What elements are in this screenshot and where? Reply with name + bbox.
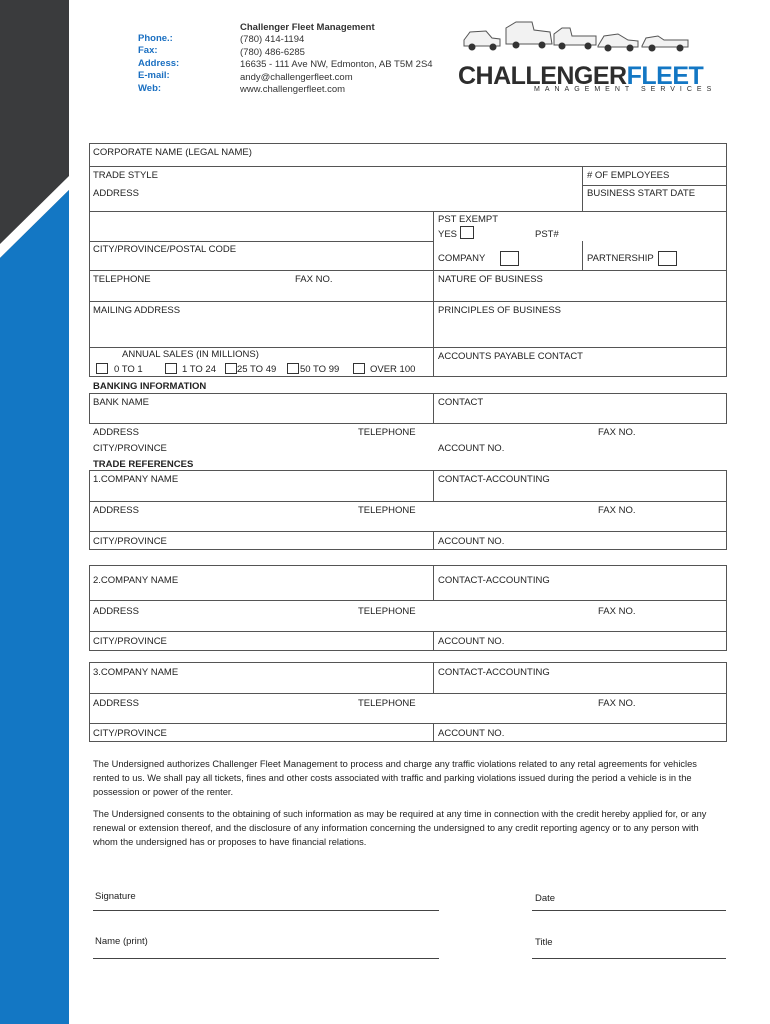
- signature-line[interactable]: [93, 910, 439, 911]
- email-label: E-mail:: [138, 70, 170, 82]
- ref3-telephone-label: TELEPHONE: [358, 698, 416, 709]
- title-line[interactable]: [532, 958, 726, 959]
- phone-label: Phone.:: [138, 33, 173, 44]
- contact-labels: [138, 33, 179, 95]
- ref2-contact-label: CONTACT-ACCOUNTING: [438, 575, 550, 586]
- title-label: Title: [535, 937, 553, 948]
- credit-consent: The Undersigned consents to the obtaining of such information as may be required at any time in connection with the credit hereby applied for, or any renewal or extension thereof, and the disclosure of any information concerning the undersigned to any credit reporting agency or to any person with whom the undersigned has or proposes to have financial relations.: [93, 809, 707, 847]
- contact-info: [240, 22, 433, 96]
- address-label: Address:: [138, 57, 180, 69]
- ref3-address-label: ADDRESS: [93, 698, 139, 709]
- challenger-fleet-logo: [458, 18, 717, 98]
- ref3-company-label: 3.COMPANY NAME: [93, 667, 179, 678]
- address-value: 16635 - 111 Ave NW, Edmonton, AB T5M 2S4: [240, 59, 433, 71]
- company-checkbox[interactable]: [500, 251, 519, 266]
- name-print-line[interactable]: [93, 958, 439, 959]
- ref1-city-province-label: CITY/PROVINCE: [93, 536, 167, 547]
- date-label: Date: [535, 893, 556, 904]
- accounts-payable-contact-label: ACCOUNTS PAYABLE CONTACT: [438, 351, 583, 362]
- bank-fax-label: FAX NO.: [598, 427, 636, 438]
- ref1-fax-label: FAX NO.: [598, 505, 636, 516]
- sales-1-24-checkbox[interactable]: [165, 363, 177, 374]
- annual-sales-label: ANNUAL SALES (IN MILLIONS): [122, 349, 259, 360]
- bank-account-no-label: ACCOUNT NO.: [438, 443, 505, 454]
- ref3-contact-label: CONTACT-ACCOUNTING: [438, 667, 550, 678]
- web-label: Web:: [138, 82, 162, 94]
- yes-label: YES: [438, 229, 458, 240]
- corporate-name-label: CORPORATE NAME (LEGAL NAME): [93, 147, 252, 158]
- ref3-fax-label: FAX NO.: [598, 698, 636, 709]
- fax-value: (780) 486-6285: [240, 46, 305, 58]
- partnership-label: PARTNERSHIP: [587, 253, 654, 264]
- ref2-address-label: ADDRESS: [93, 606, 139, 617]
- bank-address-label: ADDRESS: [93, 427, 139, 438]
- bank-telephone-label: TELEPHONE: [358, 427, 416, 438]
- ref1-account-no-label: ACCOUNT NO.: [438, 536, 505, 547]
- ref3-account-no-label: ACCOUNT NO.: [438, 728, 505, 739]
- address-label-1: ADDRESS: [93, 188, 139, 199]
- trucks-illustration: [458, 18, 698, 58]
- phone-value: (780) 414-1194: [240, 34, 305, 46]
- sales-over-100-label: OVER 100: [370, 364, 416, 375]
- sales-25-49-checkbox[interactable]: [225, 363, 237, 374]
- ref2-fax-label: FAX NO.: [598, 606, 636, 617]
- sales-50-99-label: 50 TO 99: [300, 364, 340, 375]
- ref3-city-province-label: CITY/PROVINCE: [93, 728, 167, 739]
- name-print-label: Name (print): [95, 936, 148, 947]
- email-value: andy@challengerfleet.com: [240, 71, 353, 83]
- ref1-company-label: 1.COMPANY NAME: [93, 474, 179, 485]
- pst-exempt-label: PST EXEMPT: [438, 214, 499, 225]
- ref2-account-no-label: ACCOUNT NO.: [438, 636, 505, 647]
- ref2-company-label: 2.COMPANY NAME: [93, 575, 179, 586]
- partnership-checkbox[interactable]: [658, 251, 677, 266]
- ref1-telephone-label: TELEPHONE: [358, 505, 416, 516]
- company-name: Challenger Fleet Management: [240, 22, 375, 33]
- logo-word-fleet: FLEET: [626, 62, 704, 90]
- fax-label-1: FAX NO.: [295, 274, 333, 285]
- web-value: www.challengerfleet.com: [240, 84, 346, 96]
- logo-tagline: MANAGEMENT SERVICES: [534, 86, 717, 93]
- traffic-violations-authorization: The Undersigned authorizes Challenger Fleet Management to process and charge any traffic violations related to any retal agreements for vehicles rented to us. We shall pay all tickets, fines and other costs associated with traffic and parking violations issued during the period a vehicle is in the possession or power of the renter.: [93, 759, 697, 797]
- principles-of-business-label: PRINCIPLES OF BUSINESS: [438, 305, 562, 316]
- sales-0-1-label: 0 TO 1: [114, 364, 143, 375]
- signature-label: Signature: [95, 891, 136, 902]
- telephone-label-1: TELEPHONE: [93, 274, 151, 285]
- banking-information-heading: BANKING INFORMATION: [93, 381, 207, 392]
- ref2-city-province-label: CITY/PROVINCE: [93, 636, 167, 647]
- sales-1-24-label: 1 TO 24: [182, 364, 216, 375]
- nature-of-business-label: NATURE OF BUSINESS: [438, 274, 543, 285]
- trade-references-heading: TRADE REFERENCES: [93, 459, 194, 470]
- date-line[interactable]: [532, 910, 726, 911]
- company-label: COMPANY: [438, 253, 486, 264]
- business-start-date-label: BUSINESS START DATE: [587, 188, 696, 199]
- trade-style-label: TRADE STYLE: [93, 170, 158, 181]
- sales-50-99-checkbox[interactable]: [287, 363, 299, 374]
- pst-number-label: PST#: [535, 229, 559, 240]
- city-province-postal-label: CITY/PROVINCE/POSTAL CODE: [93, 244, 237, 255]
- bank-city-province-label: CITY/PROVINCE: [93, 443, 167, 454]
- bank-name-label: BANK NAME: [93, 397, 149, 408]
- logo-word-challenger: CHALLENGER: [458, 62, 627, 90]
- sales-25-49-label: 25 TO 49: [237, 364, 277, 375]
- num-employees-label: # OF EMPLOYEES: [587, 170, 670, 181]
- ref2-telephone-label: TELEPHONE: [358, 606, 416, 617]
- sales-over-100-checkbox[interactable]: [353, 363, 365, 374]
- ref1-address-label: ADDRESS: [93, 505, 139, 516]
- pst-exempt-yes-checkbox[interactable]: [460, 226, 474, 239]
- banking-box: [89, 393, 727, 424]
- sales-0-1-checkbox[interactable]: [96, 363, 108, 374]
- ref1-contact-label: CONTACT-ACCOUNTING: [438, 474, 550, 485]
- mailing-address-label: MAILING ADDRESS: [93, 305, 181, 316]
- fax-label: Fax:: [138, 45, 158, 57]
- bank-contact-label: CONTACT: [438, 397, 484, 408]
